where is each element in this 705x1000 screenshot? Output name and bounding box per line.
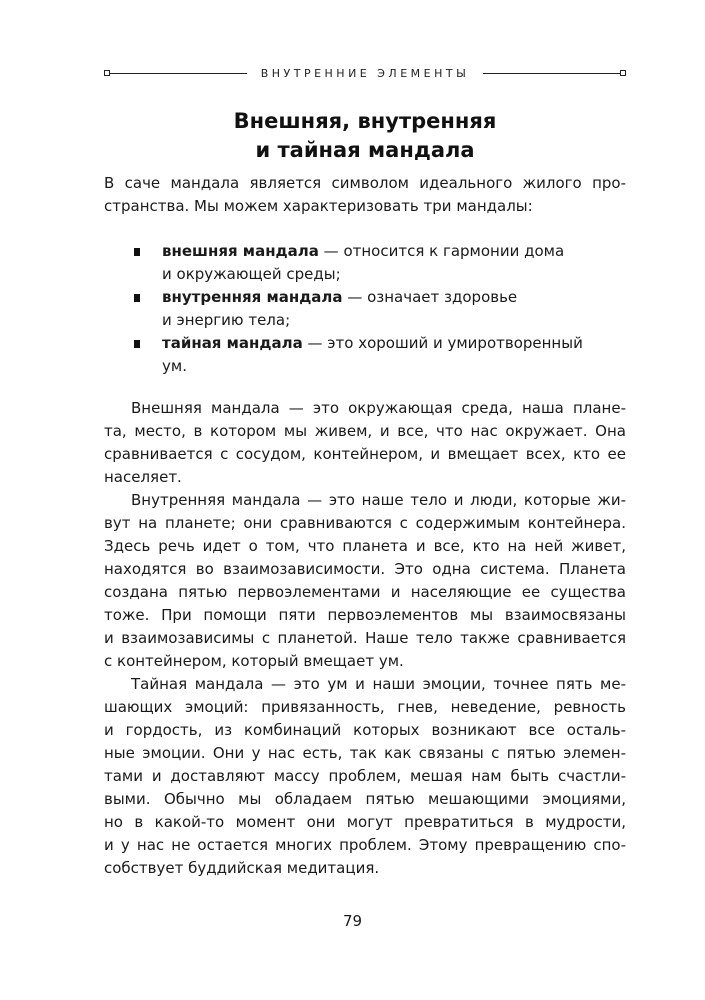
paragraph-line: Внутренняя мандала — это наше тело и люди, которые жи- — [131, 491, 626, 509]
running-header — [104, 63, 626, 83]
list-item-inner-mandala — [104, 286, 626, 332]
page-number: 79 — [342, 912, 363, 930]
intro-paragraph — [104, 172, 626, 218]
mandala-list — [104, 240, 626, 378]
intro-line: странства. Мы можем характеризовать три мандалы: — [104, 197, 533, 215]
list-item-secret-mandala — [104, 332, 626, 378]
header-rule-right — [483, 73, 620, 74]
list-item-continuation: и энергию тела; — [162, 311, 291, 329]
section-title — [104, 107, 626, 165]
paragraph-line: с контейнером, который вмещает ум. — [104, 652, 404, 670]
paragraph-line: населяет. — [104, 468, 182, 486]
paragraph-line: но в какой-то момент они могут превратиться в мудрости, — [104, 813, 626, 831]
section-title-line-1: Внешняя, внутренняя — [233, 109, 497, 133]
bullet-square-icon — [134, 294, 140, 302]
list-item-term: внутренняя мандала — [162, 288, 343, 306]
paragraph-line: вут на планете; они сравниваются с содержимым контейнера. — [104, 514, 626, 532]
paragraph-line: сравнивается с сосудом, контейнером, и вмещает всех, кто ее — [104, 445, 626, 463]
list-item-continuation: ум. — [162, 357, 187, 375]
paragraph-line: Тайная мандала — это ум и наши эмоции, точнее пять ме- — [131, 675, 626, 693]
paragraph-line: тами и доставляют массу проблем, мешая нам быть счастли- — [104, 767, 626, 785]
paragraph-line: ные эмоции. Они у нас есть, так как связаны с пятью элемен- — [104, 744, 626, 762]
paragraph-line: та, место, в котором мы живем, и все, что нас окружает. Она — [104, 422, 626, 440]
paragraph-line: Здесь речь идет о том, что планета и все, кто на ней живет, — [104, 537, 626, 555]
running-header-text: ВНУТРЕННИЕ ЭЛЕМЕНТЫ — [260, 66, 470, 80]
paragraph-line: тоже. При помощи пяти первоэлементов мы взаимосвязаны — [104, 606, 626, 624]
list-item-term: тайная мандала — [162, 334, 303, 352]
paragraph-line: выми. Обычно мы обладаем пятью мешающими эмоциями, — [104, 790, 626, 808]
bullet-square-icon — [134, 340, 140, 348]
list-item-outer-mandala — [104, 240, 626, 286]
list-item-description: — означает здоровье — [342, 288, 518, 306]
paragraph-line: находятся во взаимозависимости. Это одна система. Планета — [104, 560, 626, 578]
intro-line: В саче мандала является символом идеального жилого про- — [104, 174, 626, 192]
paragraph-line: Внешняя мандала — это окружающая среда, наша плане- — [131, 399, 626, 417]
body-text — [104, 397, 626, 880]
bullet-square-icon — [134, 248, 140, 256]
paragraph-secret-mandala — [104, 673, 626, 880]
paragraph-outer-mandala — [104, 397, 626, 489]
paragraph-line: создана пятью первоэлементами и населяющие ее существа — [104, 583, 626, 601]
list-item-description: — относится к гармонии дома — [318, 242, 565, 260]
paragraph-line: и гордость, из комбинаций которых возникают все осталь- — [104, 721, 626, 739]
paragraph-line: и у нас не остается многих проблем. Этому превращению спо- — [104, 836, 626, 854]
paragraph-inner-mandala — [104, 489, 626, 673]
section-title-line-2: и тайная мандала — [255, 138, 475, 162]
header-rule-left — [110, 73, 247, 74]
paragraph-line: и взаимозависимы с планетой. Наше тело также сравнивается — [104, 629, 626, 647]
list-item-continuation: и окружающей среды; — [162, 265, 341, 283]
paragraph-line: собствует буддийская медитация. — [104, 859, 380, 877]
list-item-description: — это хороший и умиротворенный — [302, 334, 583, 352]
list-item-term: внешняя мандала — [162, 242, 319, 260]
paragraph-line: шающих эмоций: привязанность, гнев, неведение, ревность — [104, 698, 626, 716]
header-rule-right-end — [620, 70, 626, 76]
